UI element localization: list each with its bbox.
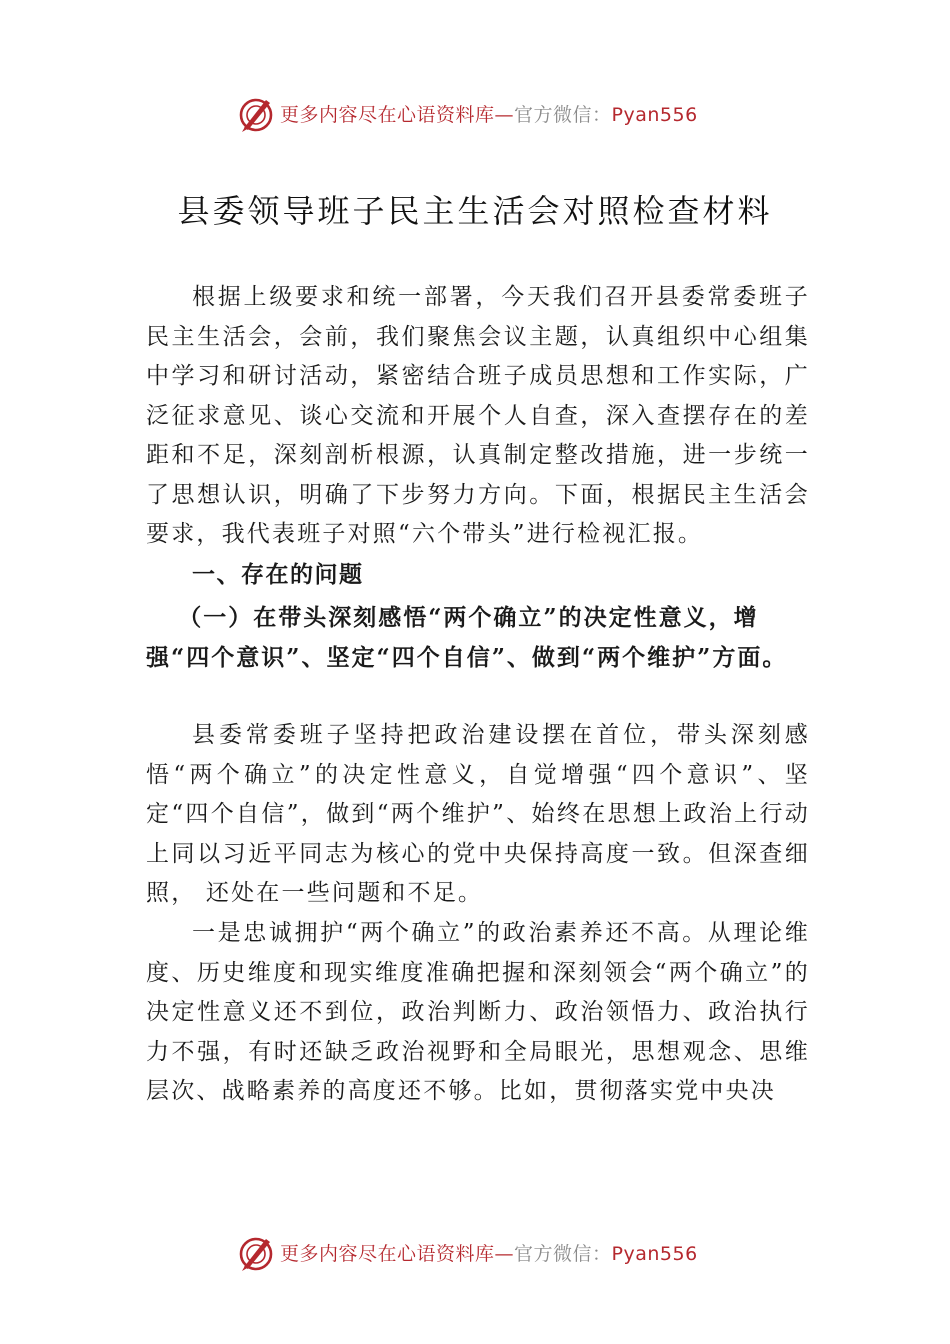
body-paragraph-2: 一是忠诚拥护“两个确立”的政治素养还不高。从理论维度、历史维度和现实维度准确把握和深刻领会“两个确立”的决定性意义还不到位，政治判断力、政治领悟力、政治执行力不强，有时还缺乏政治视野和全局眼光，思想观念、思维层次、战略素养的高度还不够。比如，贯彻落实党中央决 <box>146 920 810 1104</box>
banner-wechat-id: Pyan556 <box>611 1243 698 1265</box>
pen-seal-logo-icon <box>236 94 276 134</box>
pen-seal-logo-icon <box>236 1233 276 1273</box>
banner-wechat-label: 官方微信： <box>514 1243 612 1265</box>
intro-paragraph: 根据上级要求和统一部署，今天我们召开县委常委班子民主生活会，会前，我们聚焦会议主题，认真组织中心组集中学习和研讨活动，紧密结合班子成员思想和工作实际，广泛征求意见、谈心交流和开展个人自查，深入查摆存在的差距和不足，深刻剖析根源，认真制定整改措施，进一步统一了思想认识，明确了下步努力方向。下面，根据民主生活会要求，我代表班子对照“六个带头”进行检视汇报。 <box>146 284 810 547</box>
body-paragraph-1: 县委常委班子坚持把政治建设摆在首位，带头深刻感悟“两个确立”的决定性意义，自觉增强“四个意识”、坚定“四个自信”，做到“两个维护”、始终在思想上政治上行动上同以习近平同志为核心的党中央保持高度一致。但深查细照， 还处在一些问题和不足。 <box>146 722 810 906</box>
footer-banner <box>0 1231 950 1275</box>
banner-text <box>280 100 698 127</box>
banner-text <box>280 1239 698 1266</box>
banner-wechat-id: Pyan556 <box>611 104 698 126</box>
document-title: 县委领导班子民主生活会对照检查材料 <box>177 192 773 230</box>
banner-slogan: 更多内容尽在心语资料库— <box>280 104 515 126</box>
banner-slogan: 更多内容尽在心语资料库— <box>280 1243 515 1265</box>
banner-wechat-label: 官方微信： <box>514 104 612 126</box>
subsection-heading: （一）在带头深刻感悟“两个确立”的决定性意义，增强“四个意识”、坚定“四个自信”、做到“两个维护”方面。 <box>146 604 788 671</box>
header-banner <box>0 92 950 136</box>
section-heading: 一、存在的问题 <box>192 562 364 588</box>
